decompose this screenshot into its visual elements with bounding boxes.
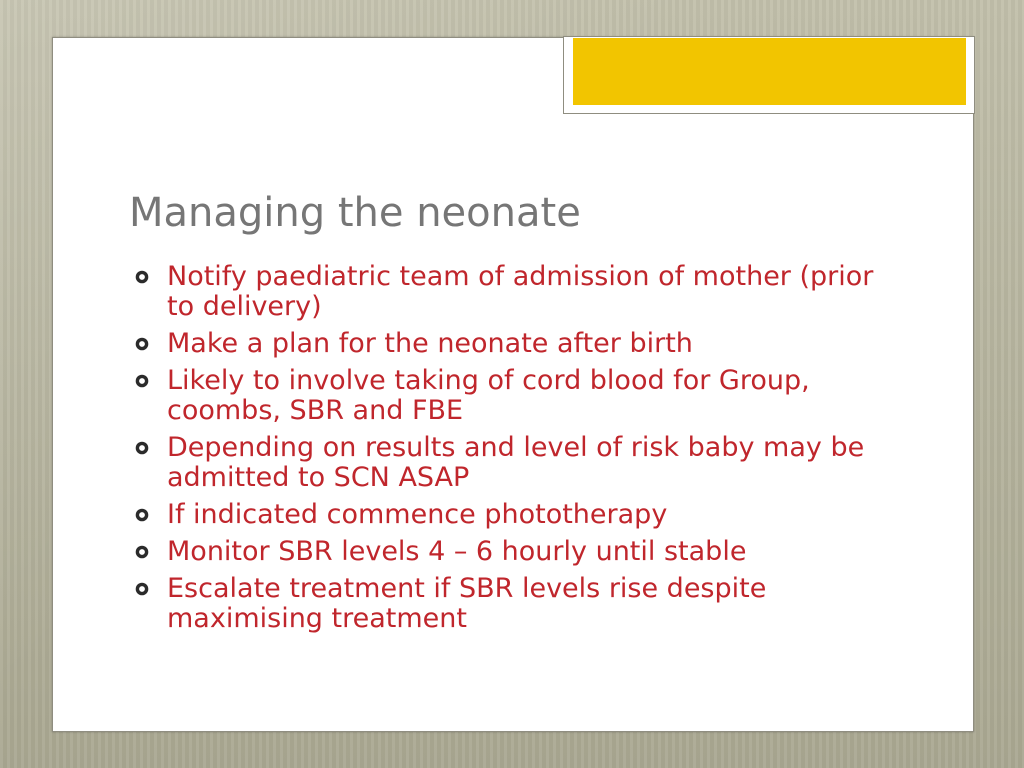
- bullet-item: [135, 537, 885, 567]
- bullet-text: If indicated commence phototherapy: [167, 499, 668, 530]
- ring-bullet-icon: [135, 337, 149, 351]
- bullet-item: [135, 574, 885, 634]
- slide-canvas: [52, 37, 974, 732]
- ring-bullet-icon: [135, 441, 149, 455]
- bullet-item: [135, 500, 885, 530]
- bullet-text: Monitor SBR levels 4 – 6 hourly until stable: [167, 536, 747, 567]
- ring-bullet-icon: [135, 545, 149, 559]
- ring-bullet-icon: [135, 270, 149, 284]
- bullet-text: Escalate treatment if SBR levels rise despite maximising treatment: [167, 573, 767, 634]
- accent-bar: [573, 38, 966, 105]
- bullet-text: Make a plan for the neonate after birth: [167, 328, 693, 359]
- ring-bullet-icon: [135, 374, 149, 388]
- slide-title: Managing the neonate: [129, 190, 581, 236]
- ring-bullet-icon: [135, 508, 149, 522]
- bullet-list: [135, 262, 885, 641]
- bullet-text: Likely to involve taking of cord blood for Group, coombs, SBR and FBE: [167, 365, 810, 426]
- bullet-item: [135, 433, 885, 493]
- bullet-text: Notify paediatric team of admission of mother (prior to delivery): [167, 261, 874, 322]
- bullet-item: [135, 366, 885, 426]
- bullet-item: [135, 329, 885, 359]
- ring-bullet-icon: [135, 582, 149, 596]
- bullet-item: [135, 262, 885, 322]
- bullet-text: Depending on results and level of risk baby may be admitted to SCN ASAP: [167, 432, 865, 493]
